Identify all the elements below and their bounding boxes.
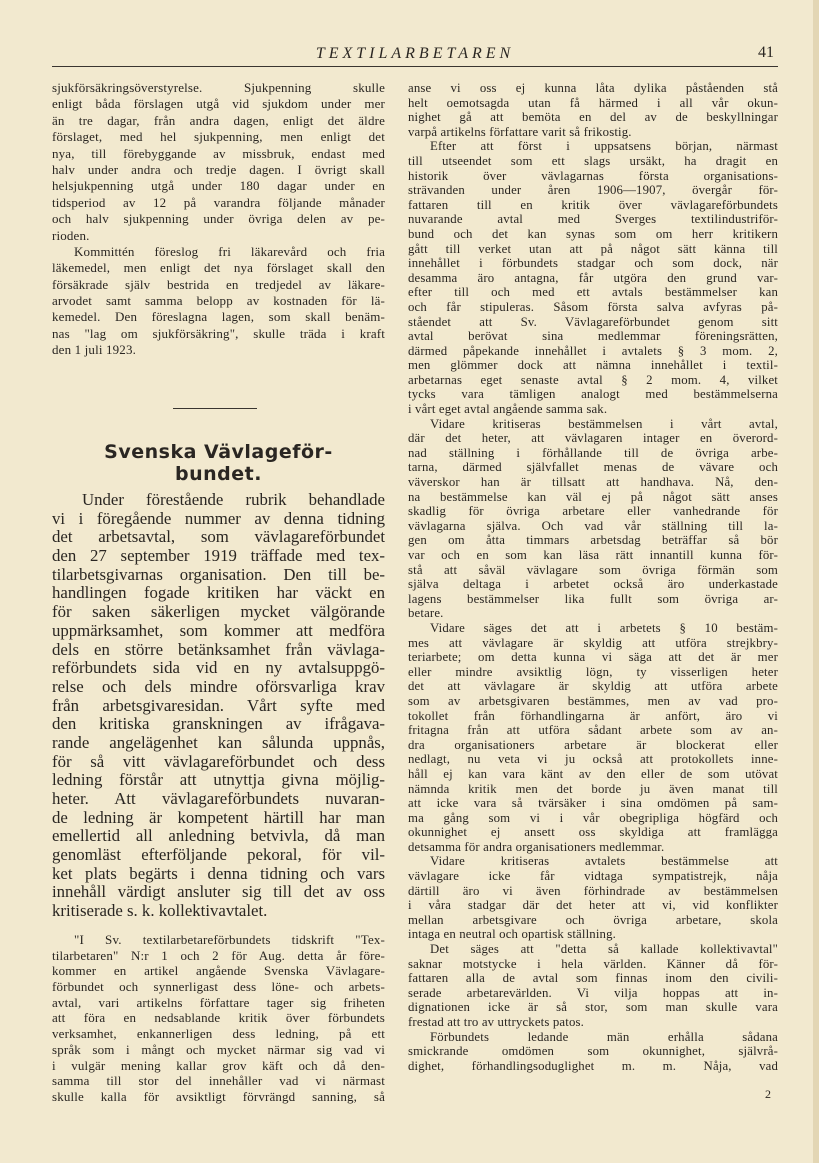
text-line: och halv sjukpenning under övriga delen av pe-: [52, 211, 385, 227]
text-line: ledning förstår att utnyttja givna möjlig-: [52, 771, 385, 790]
text-line: än tre dagar, från andra dagen, enligt det äldre: [52, 112, 385, 128]
text-line: nuvarande avtal med Sverges textilindustriför-: [408, 212, 778, 227]
text-line: betare.: [408, 606, 444, 621]
text-line: lagens bestämmelser lika fullt som övriga ar-: [408, 591, 778, 606]
text-line: tokollet från förhandlingarna är anfört, äro vi: [408, 708, 778, 723]
text-line: rande angelägenhet kan sålunda uppnås,: [52, 733, 385, 752]
text-line: väverskor han är tillsatt att handhava. Nå, den-: [408, 475, 778, 490]
text-line: var och en som kan läsa rätt innantill kunna för-: [408, 548, 778, 562]
text-line: stå att såväl vävlagare som övriga förmän som: [408, 562, 778, 577]
text-line: sjukförsäkringsöverstyrelse. Sjukpenning skulle: [52, 80, 385, 95]
text-line: okunnighet ej ansett oss skyldiga att framlägga: [408, 825, 778, 840]
text-line: nedlagt, nu veta vi ju också att protokollets inne-: [408, 752, 778, 767]
heading-line: Svenska Vävlageför-: [104, 441, 333, 463]
text-line: fattaren alla de avtal som finnas inom den civili-: [408, 971, 778, 986]
text-line: genomläst efterföljande pekoral, för vil-: [52, 846, 385, 865]
text-line: dignationen icke är så stor, som man skulle vara: [408, 1000, 778, 1015]
text-line: själva deltaga i arbetet också äro underkastade: [408, 577, 778, 592]
text-line: att icke vara så tvärsäker i sina omdömen på sam-: [408, 796, 778, 811]
text-line: den kritiska granskningen av ifrågava-: [52, 715, 385, 734]
heading-line: bundet.: [175, 463, 262, 485]
text-line: förslaget, med hel sjukpenning, men enligt det: [52, 129, 385, 145]
text-line: gen om åtta timmars arbetsdag beträffar så bör: [408, 533, 778, 548]
text-line: språk som i mångt och mycket närmar sig vad vi: [52, 1041, 385, 1057]
paragraph: [408, 621, 778, 855]
text-line: intaga en neutral och opartisk ställning.: [408, 927, 617, 942]
text-line: avtal, vari artikelns författare tager sig friheten: [52, 994, 385, 1010]
text-line: till utseendet som ett slags ursäkt, ha dragit en: [408, 153, 778, 168]
quoted-letter-start: [52, 932, 385, 1105]
text-line: varpå artikelns författare varit så frikostig.: [408, 124, 632, 139]
text-line: i vårt eget avtal angående samma sak.: [408, 402, 608, 417]
text-line: i vulgär mening kallar grov käft och då den-: [52, 1057, 385, 1073]
text-line: nighet gå att bemöta en del av de beskyllningar: [408, 110, 778, 125]
text-line: anse vi oss ej kunna låta dylika påståenden stå: [408, 81, 778, 95]
section-divider: [173, 408, 257, 409]
text-line: tilarbetaren" N:r 1 och 2 för Aug. detta år före-: [52, 947, 385, 963]
text-line: Vidare kritiseras avtalets bestämmelse att: [430, 854, 778, 869]
text-line: Vidare kritiseras bestämmelsen i vårt avtal,: [430, 416, 778, 431]
text-line: den 1 juli 1923.: [52, 342, 137, 358]
text-line: samma till stor del innehåller vad vi närmast: [52, 1073, 385, 1089]
text-line: enligt båda förslagen utgå vid sjukdom under mer: [52, 96, 385, 112]
journal-title: TEXTILARBETAREN: [315, 45, 515, 62]
text-line: Efter att först i uppsatsens början, närmast: [430, 139, 778, 154]
paragraph: [52, 932, 385, 1105]
text-line: rioden.: [52, 227, 90, 243]
text-line: därtill äro vi även förhindrade av bestämmelsen: [408, 883, 778, 898]
text-line: na bestämmelse kan väl ej på något sätt anses: [408, 489, 778, 504]
text-line: efter till och med ett avtals bestämmelser kan: [408, 285, 778, 300]
paragraph: [408, 1030, 778, 1074]
paragraph: [52, 244, 385, 359]
text-line: mellan arbetsgivare och övriga arbetare, skola: [408, 912, 778, 927]
text-line: skadlig för övriga arbetare eller vanhedrande för: [408, 504, 778, 519]
text-line: mes att vävlagare är skyldig att utföra strejkbry-: [408, 635, 778, 650]
text-line: teriarbete; om detta kunna vi säga att det är mer: [408, 650, 778, 665]
text-line: desamma äro antagna, får utgöra den grund var-: [408, 270, 778, 285]
left-column-top-text: [52, 80, 385, 359]
text-line: Förbundets ledande män erhålla sådana: [430, 1029, 778, 1044]
text-line: skulle kalla för avsiktligt förvrängd sanning, så: [52, 1088, 385, 1104]
text-line: serade arbetarevärlden. Vi vilja hoppas att in-: [408, 985, 778, 1000]
text-line: som av arbetsgivaren bestämmes, men av vad pro-: [408, 693, 778, 708]
text-line: där det heter, att vävlagaren intager en överord-: [408, 431, 778, 446]
signature-mark: 2: [765, 1087, 771, 1101]
text-line: emellertid all anledning betvivla, då man: [52, 827, 385, 846]
text-line: "I Sv. textilarbetareförbundets tidskrift "Tex-: [74, 932, 385, 947]
text-line: tidsperiod av 12 på varandra följande månader: [52, 194, 385, 210]
text-line: kommer en artikel angående Svenska Vävlagare-: [52, 963, 385, 979]
text-line: Vidare säges det att i arbetets § 10 bestäm-: [430, 620, 778, 635]
text-line: fattaren till en kritik över vävlagareförbundets: [408, 197, 778, 212]
text-line: saknar motstycke i hela världen. Känner då för-: [408, 956, 778, 971]
article-heading: [52, 441, 385, 485]
text-line: läkemedel, men enligt det nya förslaget skall den: [52, 260, 385, 276]
text-line: halv under andra och tredje dagen. I övrigt skall: [52, 161, 385, 177]
paragraph: [408, 139, 778, 416]
article-intro: [52, 491, 385, 921]
page-number: 41: [758, 44, 774, 61]
text-line: gått till verket utan att på något sätt känna till: [408, 241, 778, 256]
text-line: eller mindre avsiktlig lögn, ty visserligen heter: [408, 664, 778, 679]
text-line: den 27 september 1919 träffade med tex-: [52, 547, 385, 566]
text-line: förbundet och synnerligast dess löne- och arbets-: [52, 979, 385, 995]
text-line: i våra stadgar där det heter att vi, vid konflikter: [408, 898, 778, 913]
text-line: det arbetsavtal, som vävlagareförbundet: [52, 528, 385, 547]
text-line: helt oemotsagda utan få härmed i all vår okun-: [408, 95, 778, 110]
text-line: det att vävlagare är skyldig att utföra arbete: [408, 679, 778, 694]
text-line: fritagna från att utföra sådant arbete som av an-: [408, 723, 778, 738]
text-line: tycks vara tämligen analogt med bestämmelserna: [408, 387, 778, 402]
text-line: frestad att tro av uttryckets patos.: [408, 1015, 584, 1029]
text-line: håll ej kan vara känt av den eller de som utövat: [408, 766, 778, 781]
text-line: nas "lag om sjukförsäkring", skulle träda i kraft: [52, 325, 385, 341]
text-line: kemedel. Den föreslagna lagen, som skall benäm-: [52, 309, 385, 325]
text-line: dels en större betänksamhet från vävlaga-: [52, 640, 385, 659]
text-line: avtal berövat sina medlemmar föreningsrätten,: [408, 329, 778, 344]
text-line: vävlagare icke får vidtaga sympatistrejk, nåja: [408, 869, 778, 884]
text-line: Det säges att "detta så kallade kollektivavtal": [430, 942, 778, 957]
text-line: att föra en nedsablande kritik över förbundets: [52, 1010, 385, 1026]
text-line: försäkrade själv bestrida en tredjedel av läkare-: [52, 276, 385, 292]
text-line: tarna, därmed självfallet menas de vävare och: [408, 460, 778, 475]
text-line: nad ställning i förhållande till de övriga arbe-: [408, 445, 778, 460]
text-line: arvodet samt samma belopp av kostnaden för lä-: [52, 293, 385, 309]
text-line: för så vitt vävlagareförbundet och dess: [52, 752, 385, 771]
running-header: [52, 40, 778, 67]
text-line: nämnda kritik men det borde ju även manat till: [408, 781, 778, 796]
text-line: vävlagarna själva. Och vad vår ställning till la-: [408, 518, 778, 533]
text-line: verksamhet, enkannerligen dess ledning, på ett: [52, 1026, 385, 1042]
right-column-text: [408, 81, 778, 1073]
text-line: ståendet att Sv. Vävlagareförbundet genom sitt: [408, 314, 778, 329]
text-line: därmed påpekande innehållet i avtalets § 3 mom. 2,: [408, 343, 778, 358]
text-line: från arbetsgivaresidan. Vårt syfte med: [52, 696, 385, 715]
text-line: vi i föregående nummer av denna tidning: [52, 509, 385, 528]
text-line: dighet, förhandlingsoduglighet m. m. Nåja, vad: [408, 1058, 778, 1073]
text-line: arbetarnas eget senaste avtal § 2 mom. 4, vilket: [408, 372, 778, 387]
text-line: för saken säkerligen mycket välgörande: [52, 603, 385, 622]
text-line: detsamma för andra organisationers medlemmar.: [408, 839, 665, 854]
text-line: nya, till förebyggande av missbruk, endast med: [52, 145, 385, 161]
paragraph: [408, 81, 778, 139]
text-line: handlingen fogade kritiken har väckt en: [52, 584, 385, 603]
text-line: tilarbetsgivarnas organisation. Den till be-: [52, 565, 385, 584]
text-line: reförbundets sida vid en ny avtalsuppgö-: [52, 659, 385, 678]
text-line: dra organisationers arbetare är blockerat eller: [408, 737, 778, 752]
text-line: historik över vävlagarnas första organisations-: [408, 168, 778, 183]
text-line: heter. Att vävlagareförbundets nuvaran-: [52, 790, 385, 808]
text-line: Kommittén föreslog fri läkarevård och fria: [74, 243, 385, 259]
text-line: innehåll värdigt ansluter sig till det av oss: [52, 883, 385, 902]
paragraph: [408, 854, 778, 942]
text-line: men glömmer dock att nämna innehållet i textil-: [408, 358, 778, 373]
paragraph: [408, 942, 778, 1030]
text-line: kritiserade s. k. kollektivavtalet.: [52, 902, 268, 921]
text-line: uppmärksamhet, som kommer att medföra: [52, 621, 385, 640]
text-line: bund och det kan synas som om herr kritikern: [408, 226, 778, 241]
page-edge: [813, 0, 819, 1163]
text-line: helsjukpenning utgå under 180 dagar under en: [52, 178, 385, 194]
paragraph: [52, 491, 385, 921]
text-line: smickrande omdömen som okunnighet, självrå-: [408, 1044, 778, 1059]
text-line: relse och dels mindre oförsvarliga krav: [52, 677, 385, 696]
text-line: Under förestående rubrik behandlade: [82, 491, 385, 509]
text-line: ma gång som vi i vår obegripliga högfärd och: [408, 810, 778, 825]
text-line: och får stipuleras. Såsom första salva avfyras på-: [408, 299, 778, 314]
paragraph: [52, 80, 385, 244]
text-line: ket plats begärts i denna tidning och vars: [52, 864, 385, 883]
text-line: de ledning är kompetent härtill har man: [52, 808, 385, 827]
paragraph: [408, 417, 778, 621]
text-line: strävanden under åren 1906—1907, övergår för-: [408, 183, 778, 198]
text-line: innehållet i förbundets stadgar och som dock, när: [408, 256, 778, 271]
